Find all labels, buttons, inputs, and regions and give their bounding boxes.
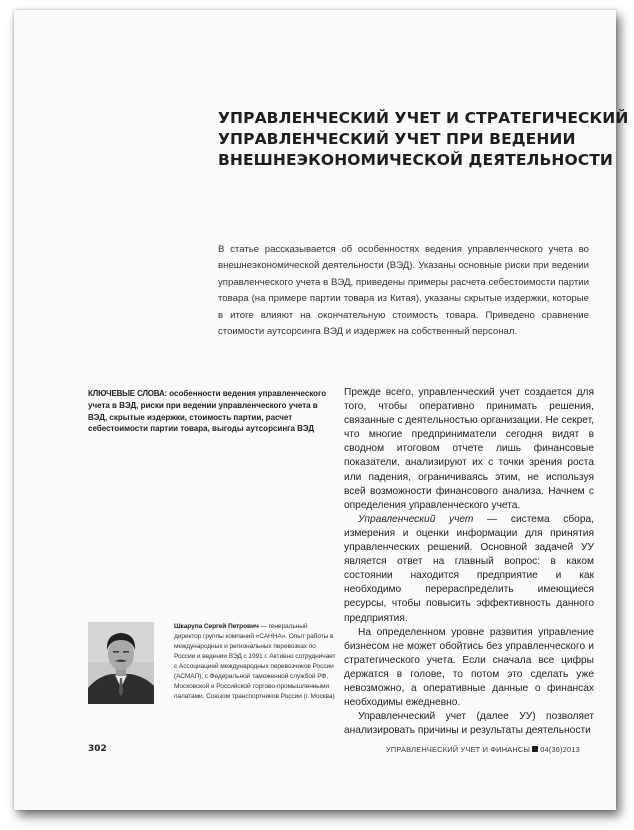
definition-text: — система сбора, измерения и оценки информации для принятия управленческих решений. Основной задачей УУ является ответ на главный вопрос: в каком состоянии находится предприятие и как необходимо перераспределить имеющиеся ресурсы, чтобы повысить эффективность данного предприятия. — [344, 513, 595, 624]
page-number: 302 — [88, 744, 107, 754]
author-description: — генеральный директор группы компаний «САННА». Опыт работы в международных и региональных перевозках по России и ведении ВЭД с 1991 г. Активно сотрудничает с Ассоциацией международных перевозчиков России (АСМАП), с Федеральной таможенной службой РФ, Московской и Российской торгово-промышленными палатами, Союзом транспортников России (г. Москва) — [174, 623, 336, 700]
article-abstract: В статье рассказывается об особенностях ведения управленческого учета во внешнеэкономической деятельности (ВЭД). Указаны основные риски при ведении управленческого учета в ВЭД, приведены примеры расчета себестоимости партии товара (на примере партии товара из Китая), указаны скрытые издержки, которые в итоге влияют на окончательную стоимость товара. Приведено сравнение стоимости аутсорсинга ВЭД и издержек на собственный персонал. — [218, 244, 589, 338]
article-title — [218, 108, 629, 171]
body-paragraph-1: Прежде всего, управленческий учет создается для того, чтобы оперативно принимать решения, связанные с деятельностью организации. Не секрет, что многие предприниматели сегодня видят в сводном итоговом отчете лишь финансовые показатели, анализируют их с точки зрения роста или падения, ограничиваясь этим, не используя всей возможности финансового анализа. Начнем с определения управленческого учета. — [344, 387, 594, 511]
title-line-1: УПРАВЛЕНЧЕСКИЙ УЧЕТ И СТРАТЕГИЧЕСКИЙ — [218, 109, 629, 127]
body-paragraph-2 — [344, 513, 594, 626]
journal-issue: 04(36)2013 — [540, 745, 580, 754]
author-portrait-image — [88, 622, 154, 704]
body-paragraph-3: На определенном уровне развития управление бизнесом не может обойтись без управленческого и стратегического учета. Если сначала все цифры держатся в голове, то потом это сделать уже невозможно, а оперативные данные о финансах необходимы ежедневно. — [344, 626, 594, 709]
keywords-text: особенности ведения управленческого учета в ВЭД, риски при ведении управленческого учета в ВЭД, скрытые издержки, стоимость партии, расчет себестоимости партии товара, выгоды аутсорсинга ВЭД — [88, 389, 327, 434]
author-name: Шкарупа Сергей Петрович — [174, 623, 259, 630]
journal-page — [14, 10, 629, 810]
article-body — [344, 386, 594, 738]
keywords-block — [88, 388, 333, 435]
body-paragraph-4: Управленческий учет (далее УУ) позволяет анализировать причины и результаты деятельности — [344, 711, 594, 737]
journal-footer — [386, 745, 580, 754]
title-line-2: УПРАВЛЕНЧЕСКИЙ УЧЕТ ПРИ ВЕДЕНИИ — [218, 130, 576, 148]
journal-name: УПРАВЛЕНЧЕСКИЙ УЧЕТ И ФИНАНСЫ — [385, 745, 531, 754]
square-separator-icon — [532, 746, 538, 752]
author-photo — [88, 622, 154, 704]
definition-term: Управленческий учет — [358, 513, 474, 525]
author-bio — [174, 622, 336, 702]
title-line-3: ВНЕШНЕЭКОНОМИЧЕСКОЙ ДЕЯТЕЛЬНОСТИ — [218, 151, 613, 169]
keywords-label: КЛЮЧЕВЫЕ СЛОВА: — [88, 389, 168, 398]
